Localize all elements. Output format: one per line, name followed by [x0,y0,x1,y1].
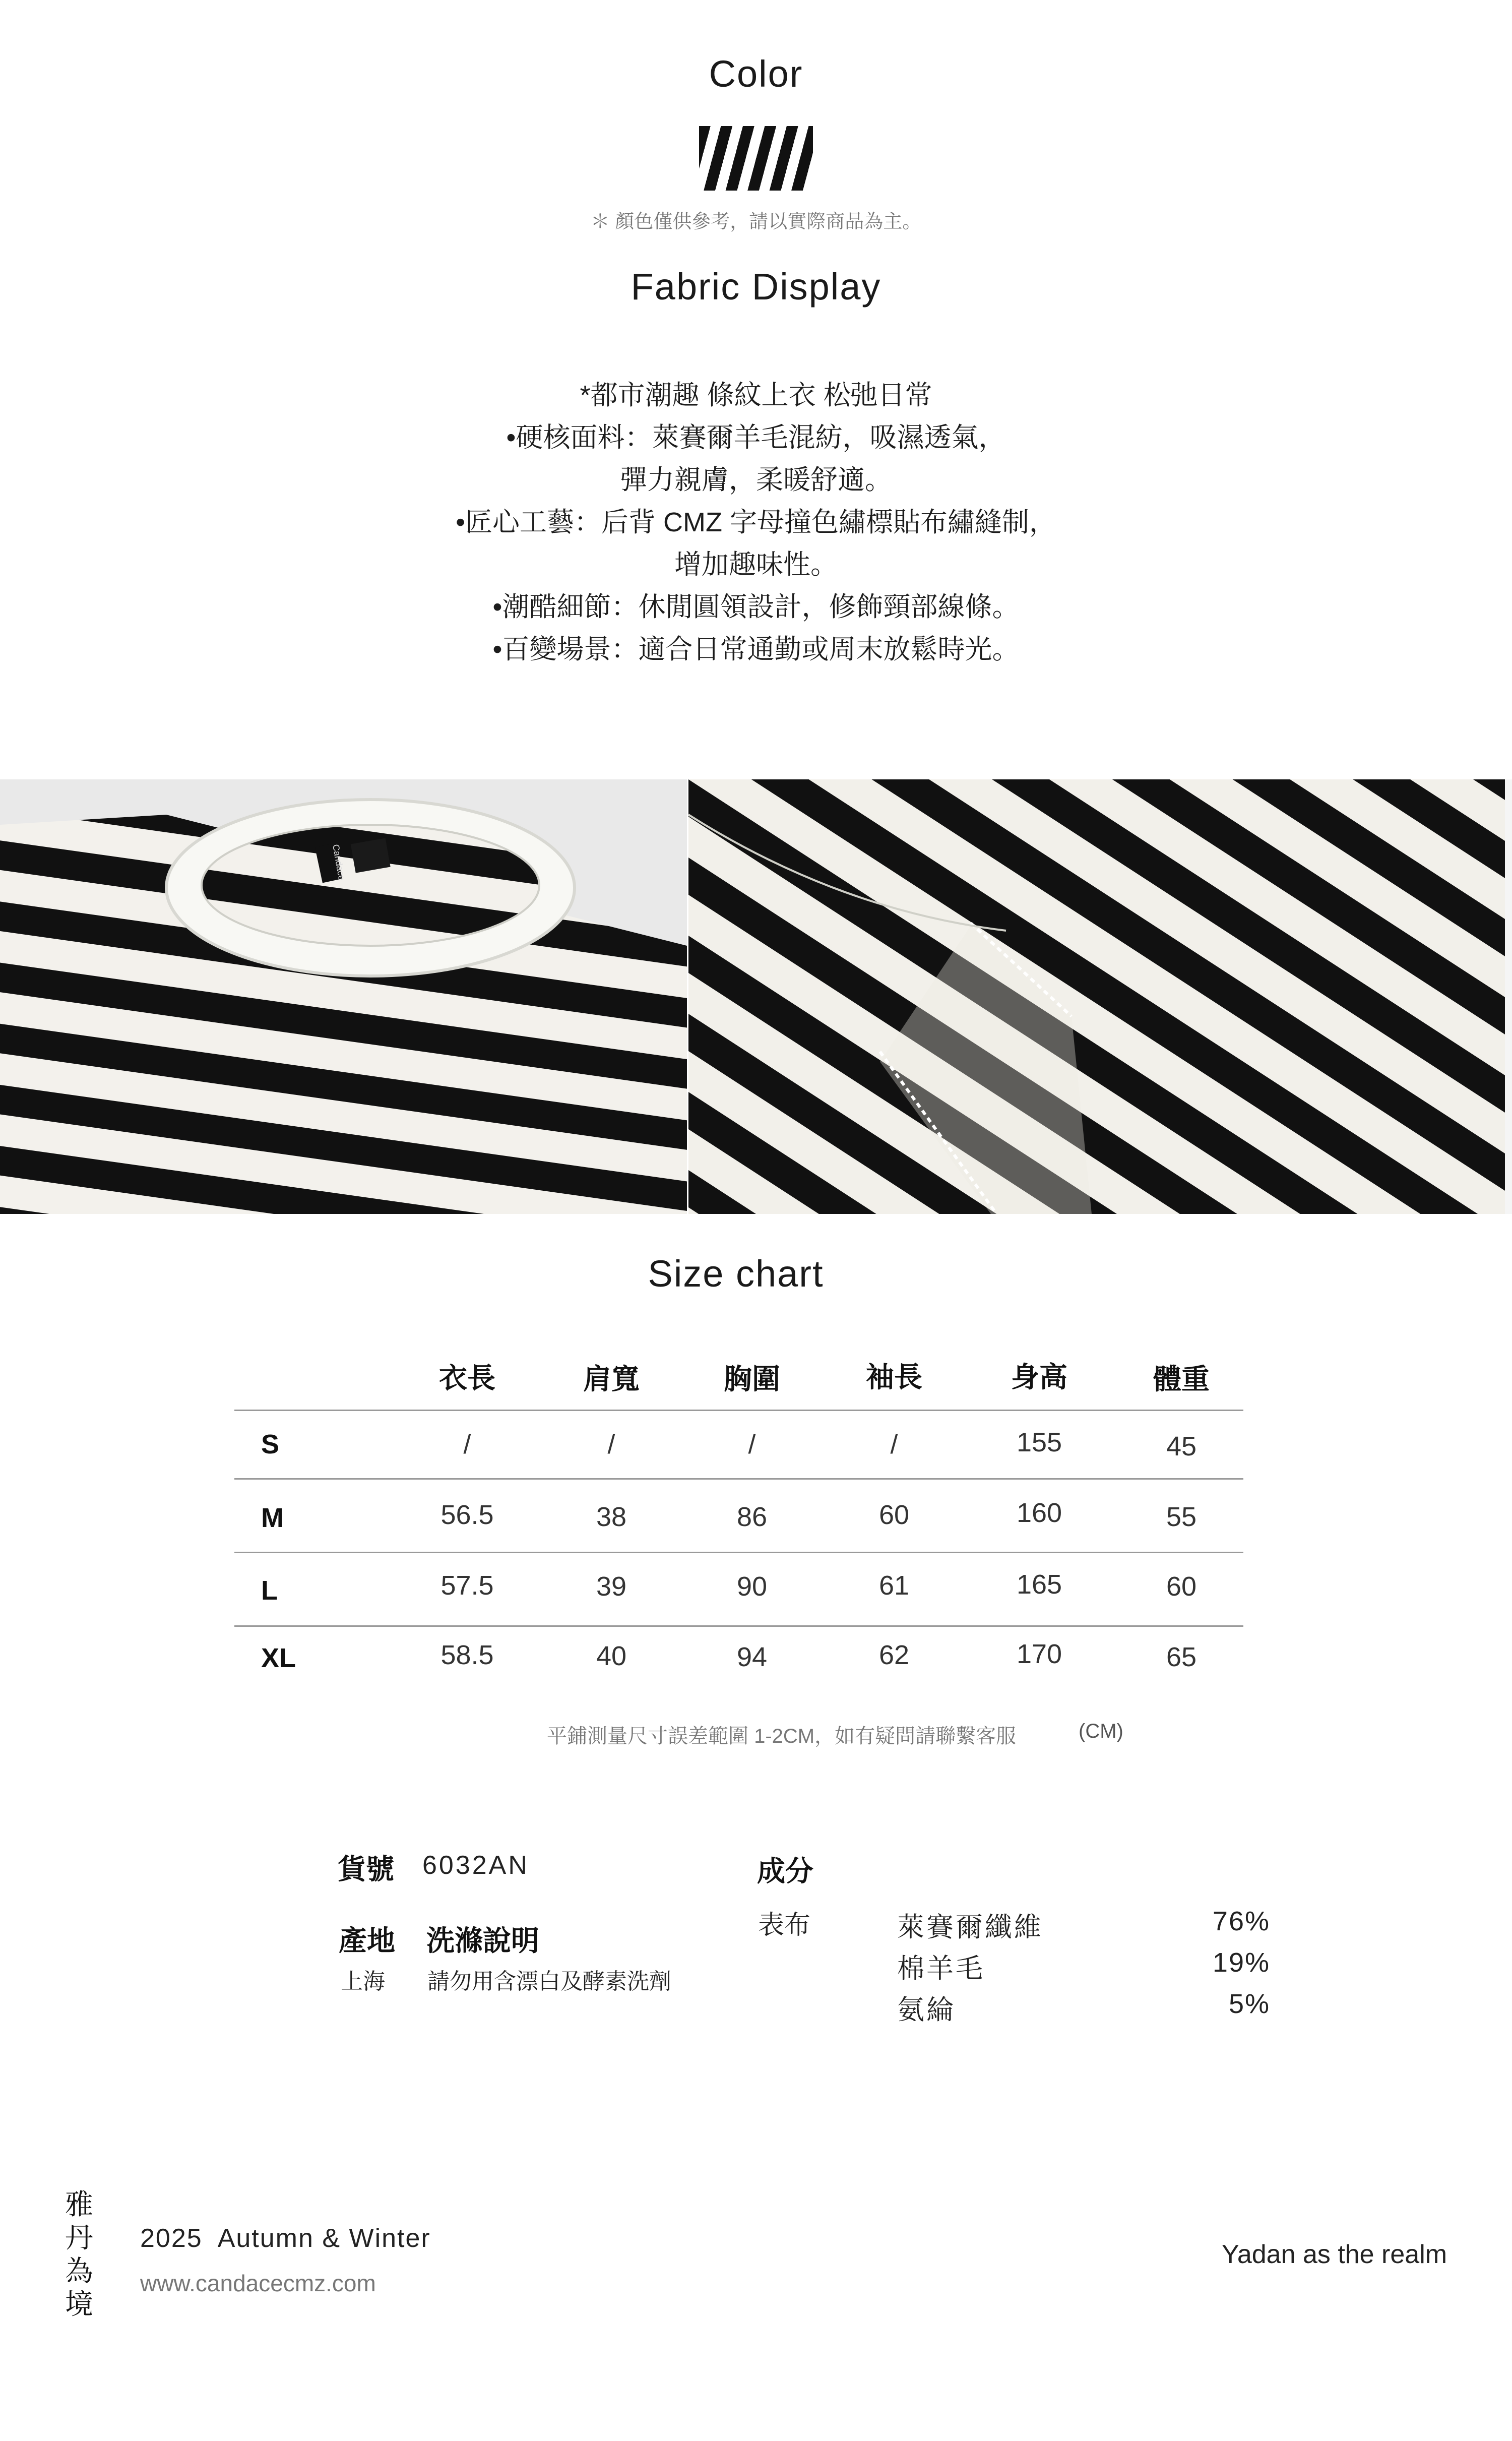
header-length: 衣長 [439,1362,495,1394]
table-cell: 39 [596,1571,627,1602]
size-label: L [261,1575,278,1606]
table-divider [234,1478,1243,1480]
composition-label: 成分 [757,1855,813,1887]
table-cell: 57.5 [440,1570,494,1601]
table-cell: 40 [596,1641,627,1671]
size-label: XL [261,1643,296,1673]
material-name: 棉羊毛 [897,1954,985,1984]
label-text: Candace [331,843,347,881]
season-text: 2025 Autumn & Winter [140,2224,431,2253]
table-divider [234,1410,1243,1411]
table-cell: / [748,1429,756,1459]
size-label: M [261,1503,284,1533]
table-cell: 155 [1016,1427,1062,1457]
size-chart-note: 平鋪測量尺寸誤差範圍 1-2CM，如有疑問請聯繫客服 [547,1725,1017,1747]
origin-label: 產地 [339,1925,395,1957]
fabric-line: •硬核面料：萊賽爾羊毛混紡，吸濕透氣， [506,422,1006,453]
fabric-line: *都市潮趣 條紋上衣 松弛日常 [580,380,932,410]
table-divider [234,1552,1243,1553]
table-cell: / [463,1429,471,1459]
wash-label: 洗滌說明 [426,1925,539,1957]
material-percent: 76% [1212,1906,1270,1936]
table-cell: 60 [1166,1571,1197,1602]
fabric-label: 表布 [758,1911,811,1940]
fabric-title: Fabric Display [631,266,881,308]
table-cell: 165 [1016,1569,1062,1600]
header-chest: 胸圍 [724,1363,780,1395]
material-percent: 5% [1228,1989,1270,2019]
table-cell: 61 [878,1570,910,1601]
photo-sleeve-closeup [688,779,1512,1214]
table-cell: 94 [736,1642,768,1672]
header-sleeve: 袖長 [866,1361,922,1393]
size-chart-unit: (CM) [1079,1720,1123,1742]
table-cell: 160 [1016,1498,1062,1528]
table-divider [234,1625,1243,1627]
table-cell: 90 [736,1571,768,1602]
fabric-line: •匠心工藝：后背 CMZ 字母撞色繡標貼布繡縫制， [456,507,1056,537]
slogan-text: Yadan as the realm [1222,2240,1447,2269]
table-cell: 45 [1166,1431,1197,1461]
header-shoulder: 肩寬 [583,1363,640,1395]
brand-vertical-text: 雅 丹 為 境 [65,2188,93,2320]
header-weight: 體重 [1153,1363,1210,1395]
fabric-line: •潮酷細節：休閒圓領設計，修飾頸部線條。 [492,592,1020,622]
color-title: Color [709,53,803,95]
table-cell: 58.5 [440,1640,494,1670]
size-label: S [261,1429,280,1459]
table-cell: 60 [878,1500,910,1530]
website-link[interactable]: www.candacecmz.com [140,2270,376,2296]
table-cell: 62 [878,1640,910,1670]
size-chart-title: Size chart [648,1253,824,1295]
table-cell: / [607,1429,615,1459]
table-cell: / [890,1429,898,1459]
table-cell: 55 [1166,1502,1197,1532]
color-note: ＊ 顏色僅供參考，請以實際商品為主。 [590,211,922,232]
material-name: 氨綸 [897,1995,956,2025]
material-name: 萊賽爾纖維 [897,1912,1043,1942]
material-percent: 19% [1212,1947,1270,1978]
fabric-line: 彈力親膚，柔暖舒適。 [620,465,892,495]
color-swatch-stripe[interactable] [699,126,813,191]
table-cell: 170 [1016,1639,1062,1669]
fabric-line: •百變場景：適合日常通勤或周末放鬆時光。 [492,634,1020,664]
header-height: 身高 [1011,1361,1067,1393]
item-no-label: 貨號 [338,1853,394,1885]
fabric-description [0,374,1512,670]
photo-collar-closeup [0,779,687,1214]
origin-value: 上海 [341,1969,385,1994]
fabric-line: 增加趣味性。 [674,550,838,580]
table-cell: 86 [736,1502,768,1532]
table-cell: 38 [596,1502,627,1532]
wash-value: 請勿用含漂白及酵素洗劑 [427,1969,671,1994]
table-cell: 56.5 [440,1500,494,1530]
table-cell: 65 [1166,1642,1197,1672]
item-no-value: 6032AN [422,1851,529,1880]
